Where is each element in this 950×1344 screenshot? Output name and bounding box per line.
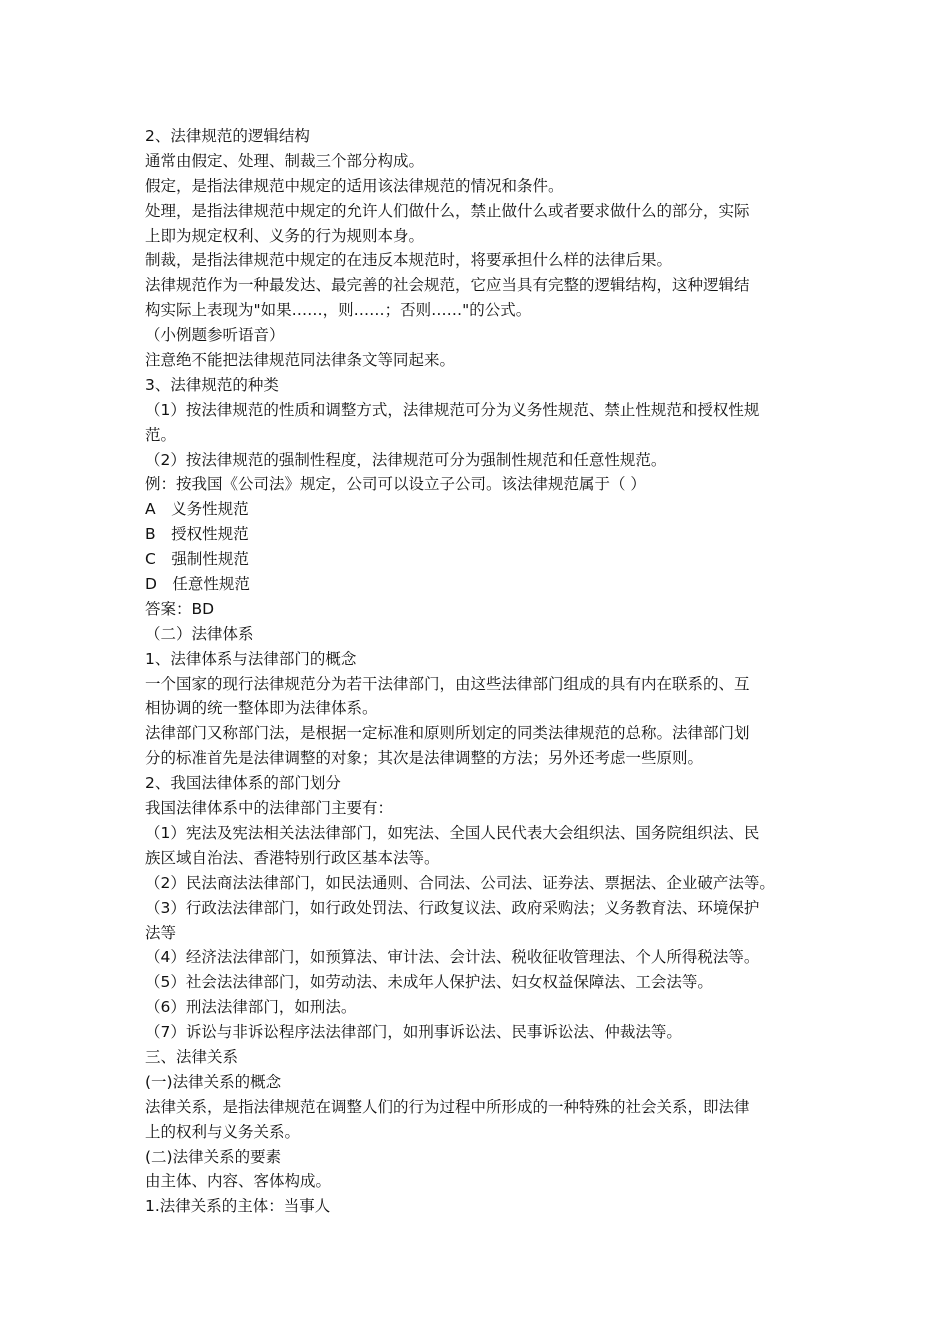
option-a: A 义务性规范 [145, 500, 249, 519]
paragraph-line: 分的标准首先是法律调整的对象；其次是法律调整的方法；另外还考虑一些原则。 [145, 749, 704, 768]
list-item-line: 法等 [145, 923, 177, 942]
paragraph-line: 制裁，是指法律规范中规定的在违反本规范时，将要承担什么样的法律后果。 [145, 251, 673, 270]
list-item-line: （5）社会法法律部门，如劳动法、未成年人保护法、妇女权益保障法、工会法等。 [145, 973, 713, 992]
paragraph-line: （2）按法律规范的强制性程度，法律规范可分为强制性规范和任意性规范。 [145, 450, 667, 469]
paragraph-line: 构实际上表现为"如果……，则……；否则……"的公式。 [145, 301, 532, 320]
paragraph-line: （1）按法律规范的性质和调整方式，法律规范可分为义务性规范、禁止性规范和授权性规 [145, 400, 760, 419]
paragraph-line: 法律规范作为一种最发达、最完善的社会规范，它应当具有完整的逻辑结构，这种逻辑结 [145, 276, 750, 295]
section-heading-legal-system: （二）法律体系 [145, 624, 254, 643]
section-heading-departments: 2、我国法律体系的部门划分 [145, 774, 341, 793]
paragraph-line: 上即为规定权利、义务的行为规则本身。 [145, 226, 425, 245]
paragraph-line: 一个国家的现行法律规范分为若干法律部门，由这些法律部门组成的具有内在联系的、互 [145, 674, 750, 693]
option-c: C 强制性规范 [145, 550, 249, 569]
document-body [145, 124, 817, 1219]
list-item-line: （7）诉讼与非诉讼程序法法律部门，如刑事诉讼法、民事诉讼法、仲裁法等。 [145, 1023, 682, 1042]
list-item-line: （6）刑法法律部门，如刑法。 [145, 998, 357, 1017]
list-item-line: （2）民法商法法律部门，如民法通则、合同法、公司法、证券法、票据法、企业破产法等。 [145, 873, 775, 892]
example-question: 例：按我国《公司法》规定，公司可以设立子公司。该法律规范属于（ ） [145, 475, 646, 494]
list-item-line: （3）行政法法律部门，如行政处罚法、行政复议法、政府采购法；义务教育法、环境保护 [145, 898, 760, 917]
section-heading-logical-structure: 2、法律规范的逻辑结构 [145, 127, 310, 145]
section-heading-relation-elements: (二)法律关系的要素 [145, 1147, 282, 1166]
paragraph-line: （小例题参听语音） [145, 326, 285, 345]
paragraph-line: 相协调的统一整体即为法律体系。 [145, 699, 378, 718]
list-item-line: （1）宪法及宪法相关法法律部门，如宪法、全国人民代表大会组织法、国务院组织法、民 [145, 823, 760, 842]
paragraph-line: 范。 [145, 425, 177, 444]
section-heading-norm-types: 3、法律规范的种类 [145, 375, 279, 394]
list-item-line: 族区域自治法、香港特别行政区基本法等。 [145, 848, 440, 867]
paragraph-line: 假定，是指法律规范中规定的适用该法律规范的情况和条件。 [145, 176, 564, 195]
paragraph-line: 通常由假定、处理、制裁三个部分构成。 [145, 151, 425, 170]
section-heading-legal-relations: 三、法律关系 [145, 1047, 239, 1066]
paragraph-line: 上的权利与义务关系。 [145, 1122, 301, 1141]
paragraph-line: 1.法律关系的主体：当事人 [145, 1197, 331, 1216]
section-heading-concepts: 1、法律体系与法律部门的概念 [145, 649, 357, 668]
section-heading-relation-concept: (一)法律关系的概念 [145, 1072, 282, 1091]
paragraph-line: 法律部门又称部门法，是根据一定标准和原则所划定的同类法律规范的总称。法律部门划 [145, 724, 750, 743]
paragraph-line: 法律关系，是指法律规范在调整人们的行为过程中所形成的一种特殊的社会关系，即法律 [145, 1097, 750, 1116]
option-d: D 任意性规范 [145, 575, 250, 594]
answer-line: 答案：BD [145, 599, 215, 618]
option-b: B 授权性规范 [145, 525, 249, 544]
paragraph-line: 由主体、内容、客体构成。 [145, 1172, 332, 1191]
paragraph-line: 处理，是指法律规范中规定的允许人们做什么，禁止做什么或者要求做什么的部分，实际 [145, 201, 750, 220]
paragraph-line: 注意绝不能把法律规范同法律条文等同起来。 [145, 351, 456, 370]
paragraph-line: 我国法律体系中的法律部门主要有： [145, 799, 394, 818]
list-item-line: （4）经济法法律部门，如预算法、审计法、会计法、税收征收管理法、个人所得税法等。 [145, 948, 760, 967]
